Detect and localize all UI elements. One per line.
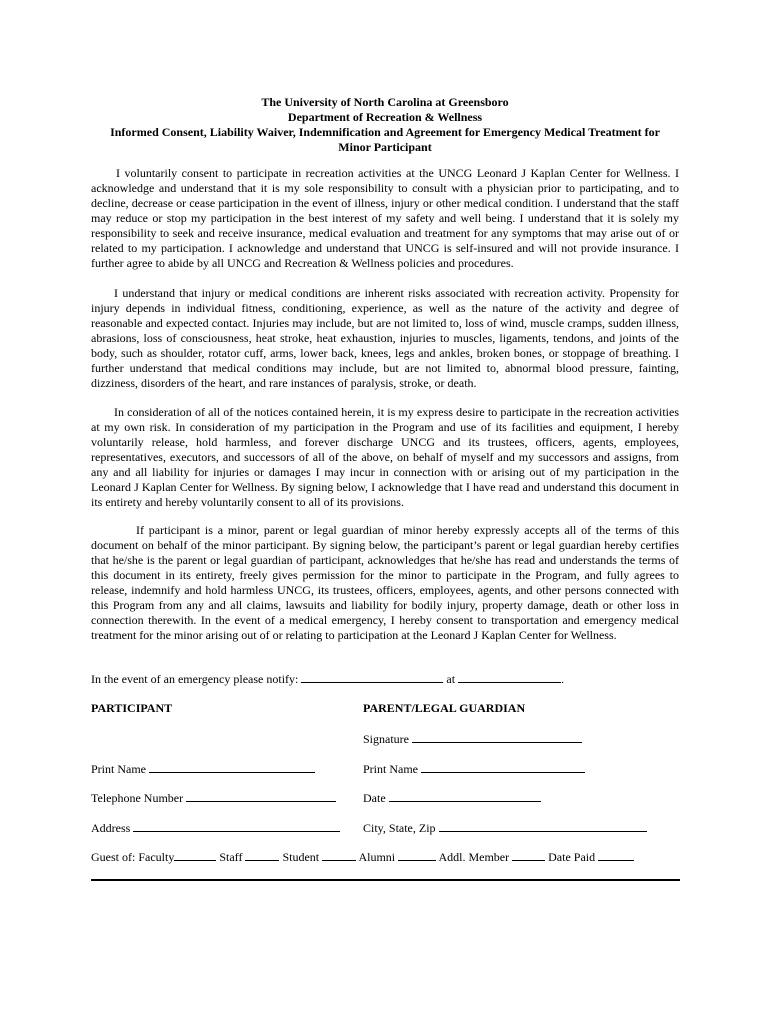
bottom-divider [91,879,680,881]
minor-guardian-paragraph: If participant is a minor, parent or legal guardian of minor hereby expressly accepts all of the terms of this document on behalf of the minor participant. By signing below, the participant’s parent or legal guardian hereby certifies that he/she is the parent or legal guardian of participant, acknowledges that he/she has read and understands the terms of this document in its entirety, freely gives permission for the minor to participate in the Program, and fully agrees to release, indemnify and hold harmless UNCG, its trustees, officers, employees, agents, and other persons connected with this Program from any and all claims, lawsuits and liability for bodily injury, property damage, death or other loss in connection therewith. In the event of a medical emergency, I hereby consent to transportation and emergency medical treatment for the minor arising out of or relating to participation at the Leonard J Kaplan Center for Wellness. [91,523,679,642]
guardian-signature-row [363,731,582,747]
address-label: Address [91,821,131,835]
addl-member-label: Addl. Member [438,850,510,864]
faculty-label: Faculty [138,850,175,864]
guardian-signature-field[interactable] [412,731,582,743]
department-name: Department of Recreation & Wellness [287,110,483,124]
guest-of-label: Guest of: [91,850,136,864]
guardian-print-name-label: Print Name [363,762,418,776]
document-subtitle: Minor Participant [338,140,432,154]
participant-print-name-field[interactable] [149,761,315,773]
participant-heading: PARTICIPANT [91,701,173,715]
emergency-contact-row [91,671,564,687]
city-state-zip-field[interactable] [439,820,647,832]
alumni-label: Alumni [358,850,396,864]
address-row [91,820,340,836]
signature-label: Signature [363,732,409,746]
guardian-print-name-row [363,761,585,777]
telephone-row [91,790,336,806]
release-paragraph: In consideration of all of the notices contained herein, it is my express desire to participate in the recreation activities at my own risk. In consideration of my participation in the Program and use of its facilities and equipment, I hereby voluntarily release, hold harmless, and forever discharge UNCG and its trustees, officers, agents, employees, representatives, executors, and successors of all of the above, on behalf of myself and my successors and assigns, from any and all liability for injuries or damages I may incur in connection with or arising out of my participation in the Leonard J Kaplan Center for Wellness. By signing below, I acknowledge that I have read and understand this document in its entirety and hereby voluntarily consent to all of its provisions. [91,405,679,509]
guardian-print-name-field[interactable] [421,761,585,773]
telephone-label: Telephone Number [91,791,184,805]
alumni-field[interactable] [398,849,436,861]
student-field[interactable] [322,849,356,861]
date-label: Date [363,791,386,805]
city-state-zip-row [363,820,647,836]
risk-paragraph: I understand that injury or medical conditions are inherent risks associated with recreation activity. Propensity for injury depends in individual fitness, conditioning, experience, as well as the nature of the activity and degree of reasonable and expected contact. Injuries may include, but are not limited to, loss of wind, muscle cramps, sudden illness, abrasions, loss of consciousness, heat stroke, heat exhaustion, injuries to muscles, ligaments, tendons, and joints of the body, such as shoulder, rotator cuff, arms, lower back, knees, legs and ankles, broken bones, or stoppage of breathing. I further understand that medical conditions may include, but are not limited to, abnormal blood pressure, fainting, dizziness, disorders of the heart, and rare instances of paralysis, stroke, or death. [91,286,679,390]
city-state-zip-label: City, State, Zip [363,821,436,835]
date-row [363,790,541,806]
address-field[interactable] [133,820,340,832]
participant-print-name-row [91,761,315,777]
guardian-heading: PARENT/LEGAL GUARDIAN [363,701,526,715]
staff-label: Staff [219,850,243,864]
document-header [40,95,730,155]
date-field[interactable] [389,790,541,802]
emergency-phone-field[interactable] [458,671,561,683]
telephone-field[interactable] [186,790,336,802]
date-paid-label: Date Paid [548,850,596,864]
consent-paragraph: I voluntarily consent to participate in recreation activities at the UNCG Leonard J Kaplan Center for Wellness. I acknowledge and understand that it is my sole responsibility to consult with a physician prior to participating, and to decline, decrease or cease participation in the event of illness, injury or other medical condition. I understand that the staff may reduce or stop my participation in the best interest of my safety and well being. I understand that it is solely my responsibility to seek and receive insurance, medical evaluation and treatment for any symptoms that may arise out of or related to my participation. I acknowledge and understand that UNCG is self-insured and will not provide insurance. I further agree to abide by all UNCG and Recreation & Wellness policies and procedures. [91,166,679,270]
emergency-label: In the event of an emergency please notify: [91,672,299,686]
print-name-label: Print Name [91,762,146,776]
staff-field[interactable] [245,849,279,861]
university-name: The University of North Carolina at Greensboro [261,95,509,109]
faculty-field[interactable] [174,849,216,861]
guest-of-row [91,849,634,865]
emergency-contact-field[interactable] [301,671,443,683]
document-title: Informed Consent, Liability Waiver, Indemnification and Agreement for Emergency Medical Treatment for [110,125,660,139]
student-label: Student [282,850,320,864]
addl-member-field[interactable] [512,849,545,861]
emergency-at-label: at [446,672,456,686]
emergency-period: . [561,672,565,686]
date-paid-field[interactable] [598,849,634,861]
